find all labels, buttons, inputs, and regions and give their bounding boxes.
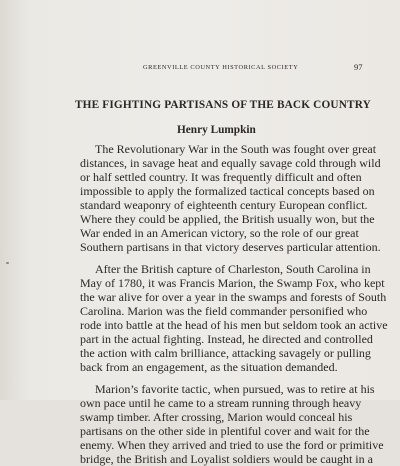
paragraph-1-line-3: or half settled country. It was frequently difficult and often xyxy=(80,170,362,184)
paragraph-2-line-4: Carolina. Marion was the field commander personified who xyxy=(80,304,368,318)
paragraph-2-line-2: May of 1780, it was Francis Marion, the Swamp Fox, who kept xyxy=(80,276,385,290)
paragraph-1-line-2: distances, in savage heat and equally savage cold through wild xyxy=(80,156,381,170)
paragraph-3-line-5: enemy. When they arrived and tried to use the ford or primitive xyxy=(80,438,384,452)
paragraph-3-line-3: swamp timber. After crossing, Marion would conceal his xyxy=(80,410,353,424)
paragraph-1-line-6: Where they could be applied, the British usually won, but the xyxy=(80,212,375,226)
paragraph-2-line-3: the war alive for over a year in the swamps and forests of South xyxy=(80,290,387,304)
article-title: THE FIGHTING PARTISANS OF THE BACK COUNTRY xyxy=(75,99,371,111)
paragraph-3-line-6: bridge, the British and Loyalist soldiers would be caught in a xyxy=(80,452,373,466)
paragraph-3-line-4: partisans on the other side in plentiful cover and wait for the xyxy=(80,424,370,438)
paragraph-1-line-1: The Revolutionary War in the South was fought over great xyxy=(95,142,377,156)
running-header: GREENVILLE COUNTY HISTORICAL SOCIETY xyxy=(143,64,299,71)
margin-mark xyxy=(6,262,9,264)
page-number: 97 xyxy=(354,62,363,72)
paragraph-2-line-1: After the British capture of Charleston, South Carolina in xyxy=(95,262,371,276)
paragraph-2-line-7: the action with calm brilliance, attacking savagely or pulling xyxy=(80,346,371,360)
paragraph-2-line-8: back from an engagement, as the situation demanded. xyxy=(80,360,338,374)
paragraph-3-line-2: own pace until he came to a stream running through heavy xyxy=(80,396,362,410)
paragraph-2-line-6: part in the actual fighting. Instead, he directed and controlled xyxy=(80,332,373,346)
paragraph-1-line-8: Southern partisans in that victory deserves particular attention. xyxy=(80,240,381,254)
paragraph-1-line-5: standard weaponry of eighteenth century European conflict. xyxy=(80,198,368,212)
paragraph-2-line-5: rode into battle at the head of his men but seldom took an active xyxy=(80,318,388,332)
paragraph-3-line-1: Marion’s favorite tactic, when pursued, was to retire at his xyxy=(95,382,375,396)
paragraph-1-line-7: War ended in an American victory, so the role of our great xyxy=(80,226,359,240)
paragraph-1-line-4: impossible to apply the formalized tactical concepts based on xyxy=(80,184,375,198)
author-name: Henry Lumpkin xyxy=(177,124,256,136)
